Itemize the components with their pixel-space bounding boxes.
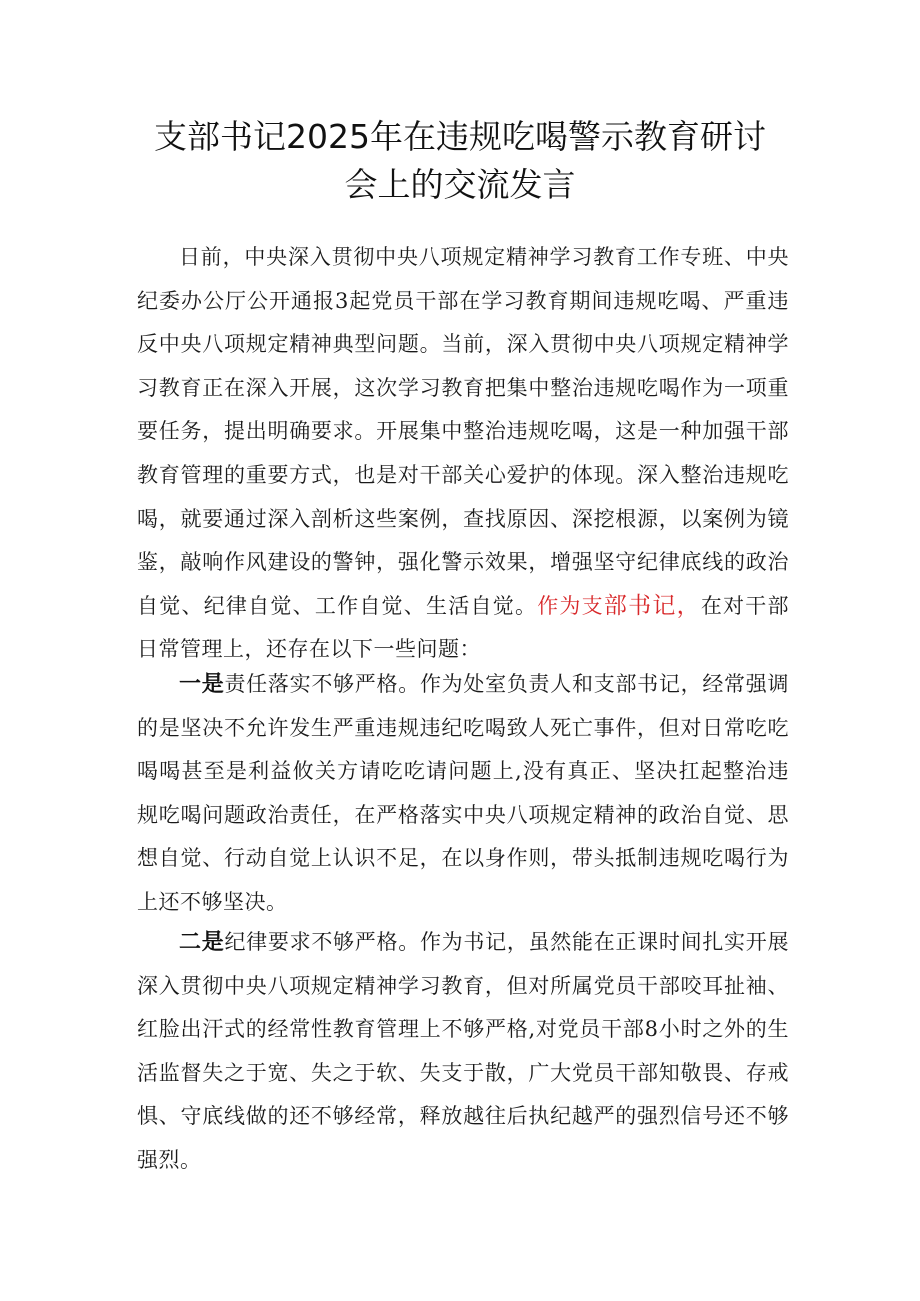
paragraph-introduction [137, 236, 789, 672]
issue-one-text: 责任落实不够严格。作为处室负责人和支部书记，经常强调的是坚决不允许发生严重违规违纪吃喝致人死亡事件，但对日常吃吃喝喝甚至是利益攸关方请吃吃请问题上,没有真正、坚决扛起整治违规吃喝问题政治责任，在严格落实中央八项规定精神的政治自觉、思想自觉、行动自觉上认识不足，在以身作则，带头抵制违规吃喝行为上还不够坚决。 [137, 672, 789, 914]
highlighted-phrase-part-2: 部书记， [603, 592, 701, 619]
issue-two-text: 纪律要求不够严格。作为书记，虽然能在正课时间扎实开展深入贯彻中央八项规定精神学习教育，但对所属党员干部咬耳扯袖、红脸出汗式的经常性教育管理上不够严格,对党员干部8小时之外的生活监督失之于宽、失之于软、失支于散，广大党员干部知敬畏、存戒惧、守底线做的还不够经常，释放越往后执纪越严的强烈信号还不够强烈。 [137, 930, 789, 1172]
paragraph-issue-one [137, 663, 789, 925]
document-title-line-2: 会上的交流发言 [344, 165, 576, 204]
paragraph-issue-two [137, 921, 789, 1183]
highlighted-phrase-part-1: 作为支 [537, 593, 604, 618]
paragraph-introduction-text: 日前，中央深入贯彻中央八项规定精神学习教育工作专班、中央纪委办公厅公开通报3起党员干部在学习教育期间违规吃喝、严重违反中央八项规定精神典型问题。当前，深入贯彻中央八项规定精神学习教育正在深入开展，这次学习教育把集中整治违规吃喝作为一项重要任务，提出明确要求。开展集中整治违规吃喝，这是一种加强干部教育管理的重要方式，也是对干部关心爱护的体现。深入整治违规吃喝，就要通过深入剖析这些案例，查找原因、深挖根源，以案例为镜鉴，敲响作风建设的警钟，强化警示效果，增强坚守纪律底线的政治自觉、纪律自觉、工作自觉、生活自觉。 [137, 245, 789, 618]
paragraph-introduction-tail: 在对干部日常管理上，还存在以下一些问题： [137, 593, 790, 662]
issue-two-lead: 二是 [179, 930, 225, 955]
issue-one-lead: 一是 [179, 672, 225, 697]
document-title-line-1: 支部书记2025年在违规吃喝警示教育研讨 [154, 117, 766, 156]
